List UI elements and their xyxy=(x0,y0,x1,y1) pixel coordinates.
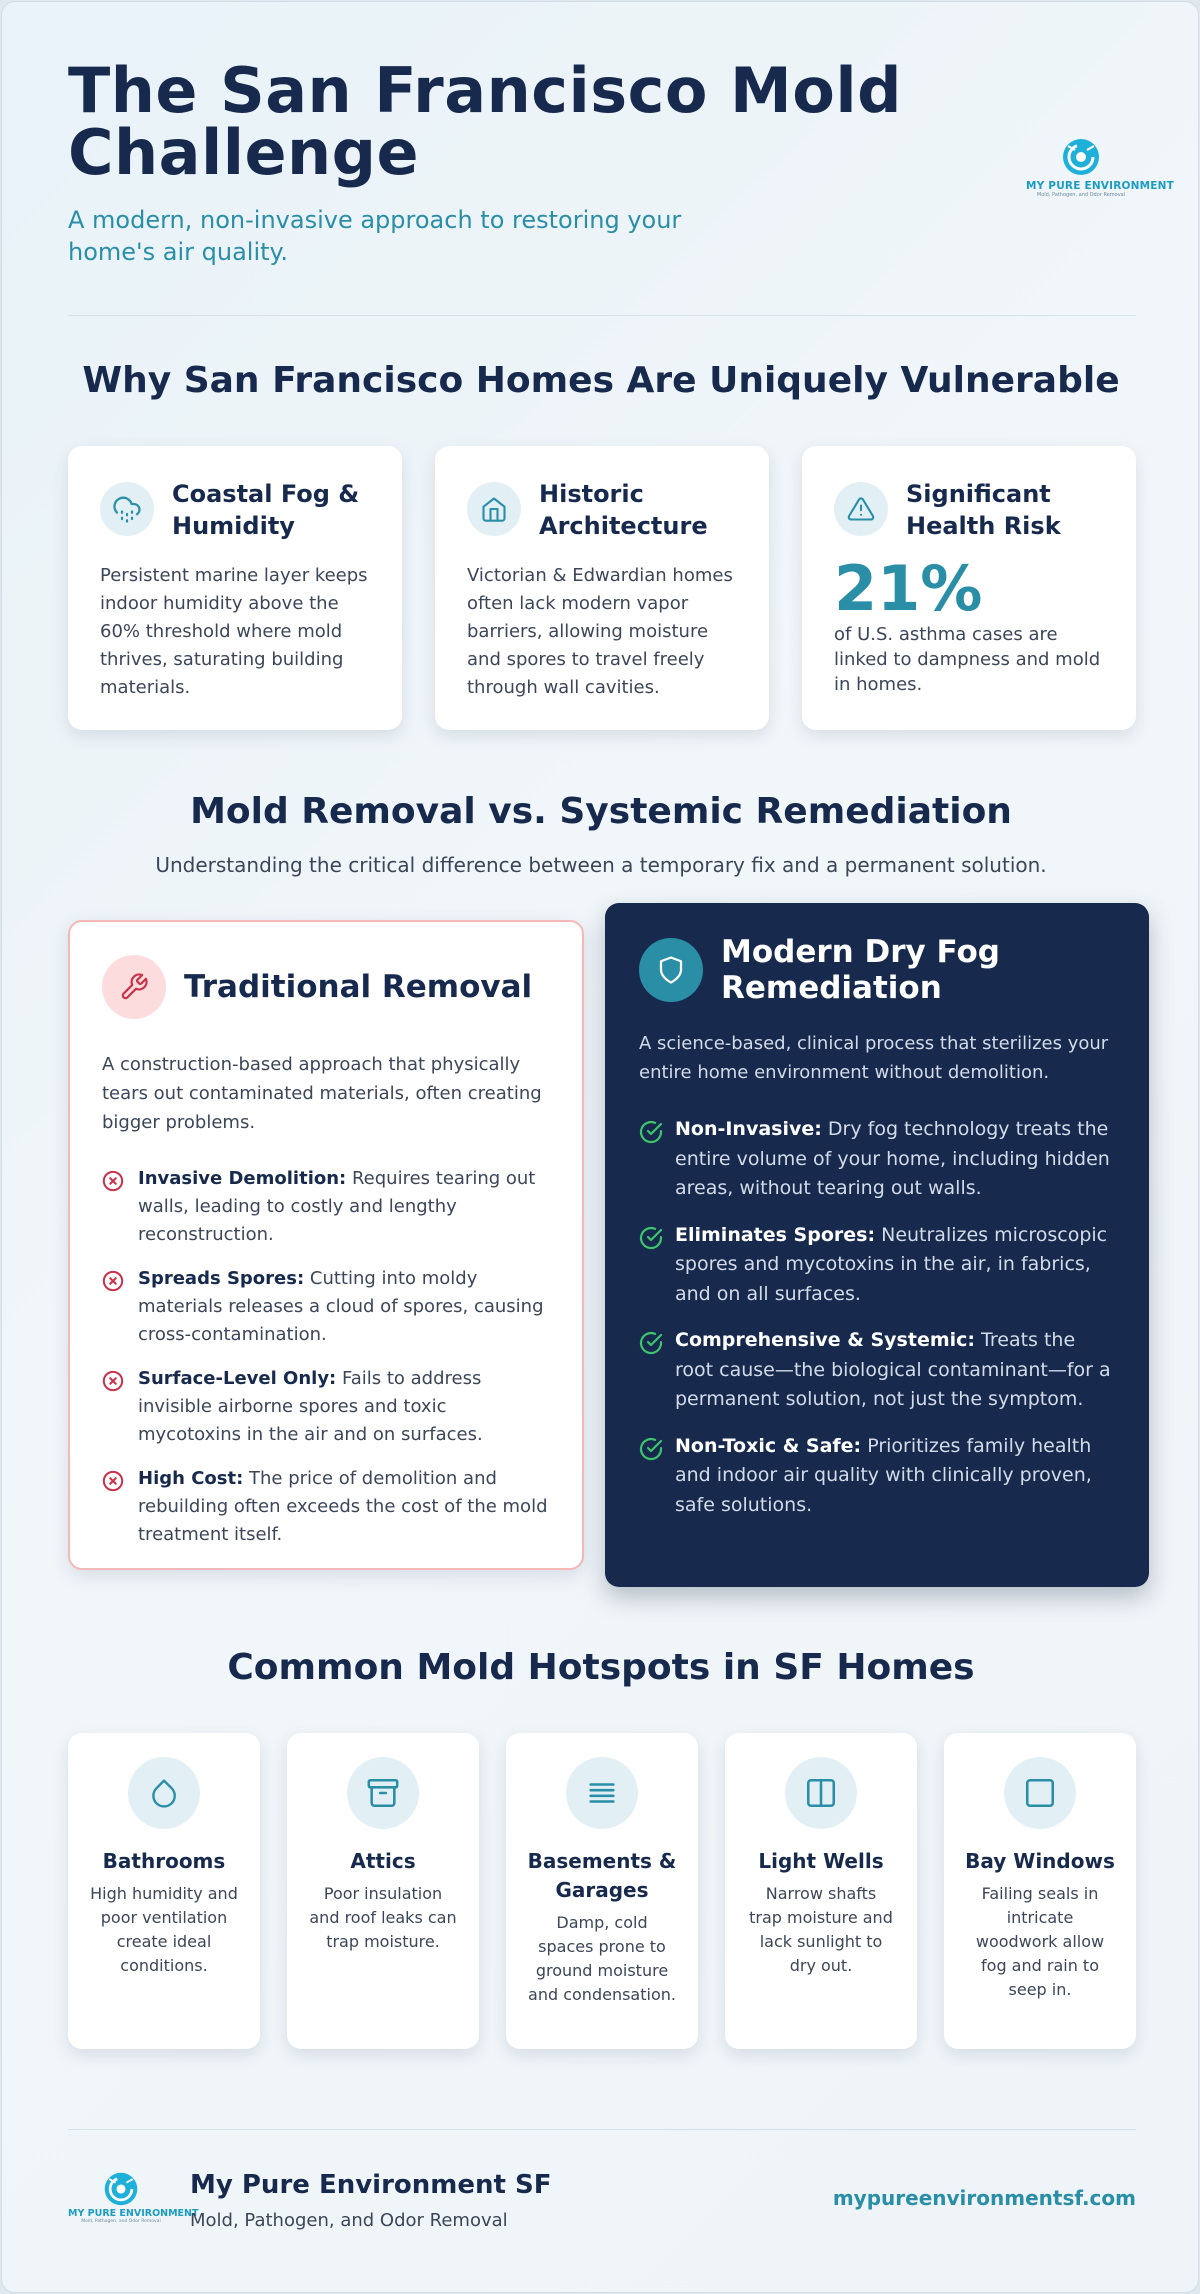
divider xyxy=(68,2129,1136,2130)
item-label: Surface-Level Only: xyxy=(138,1368,337,1389)
hotspot-title: Bay Windows xyxy=(965,1849,1115,1873)
item-label: Comprehensive & Systemic: xyxy=(675,1329,976,1351)
card-title: Historic Architecture xyxy=(539,480,708,540)
hotspot-text: Failing seals in intricate woodwork allow fog and rain to seep in. xyxy=(975,1884,1105,1999)
check-circle-icon xyxy=(639,1115,675,1204)
hotspot-title: Light Wells xyxy=(758,1849,884,1873)
page-title: The San Francisco Mold Challenge xyxy=(68,54,902,189)
x-circle-icon xyxy=(102,1165,138,1249)
hotspot-title: Basements & Garages xyxy=(527,1849,677,1902)
item-text: Requires tearing out walls, leading to costly and lengthy reconstruction. xyxy=(138,1168,536,1245)
item-text: Dry fog technology treats the entire volume of your home, including hidden areas, without tearing out walls. xyxy=(675,1118,1110,1199)
list-item xyxy=(102,1365,550,1449)
asthma-stat: 21% xyxy=(834,552,983,625)
vulnerable-card-architecture xyxy=(435,446,769,730)
card-text: Victorian & Edwardian homes often lack modern vapor barriers, allowing moisture and spores to travel freely through wall cavities. xyxy=(467,565,733,698)
item-label: Invasive Demolition: xyxy=(138,1168,347,1189)
x-circle-icon xyxy=(102,1365,138,1449)
logo-mark-icon xyxy=(102,2170,140,2208)
footer xyxy=(68,2170,1136,2240)
droplet-icon xyxy=(128,1757,200,1829)
header xyxy=(68,54,1175,280)
card-title: Modern Dry Fog Remediation xyxy=(721,934,1000,1006)
item-label: Non-Invasive: xyxy=(675,1118,822,1140)
card-title: Traditional Removal xyxy=(184,969,533,1005)
vulnerable-card-health xyxy=(802,446,1136,730)
hotspot-text: Damp, cold spaces prone to ground moisture and condensation. xyxy=(528,1913,676,2004)
card-title: Coastal Fog & Humidity xyxy=(172,480,360,540)
hotspot-card-basements xyxy=(506,1733,698,2049)
warning-triangle-icon xyxy=(834,482,888,536)
lines-icon xyxy=(566,1757,638,1829)
item-label: High Cost: xyxy=(138,1468,244,1489)
card-text: Persistent marine layer keeps indoor humidity above the 60% threshold where mold thrives, saturating building materials. xyxy=(100,565,368,698)
list-item xyxy=(639,1115,1115,1204)
drawback-list xyxy=(102,1165,550,1549)
list-item xyxy=(639,1432,1115,1521)
item-text: The price of demolition and rebuilding often exceeds the cost of the mold treatment itself. xyxy=(138,1468,548,1545)
card-description: A science-based, clinical process that sterilizes your entire home environment without demolition. xyxy=(639,1033,1109,1083)
card-text: of U.S. asthma cases are linked to dampness and mold in homes. xyxy=(834,624,1101,695)
cloud-drizzle-icon xyxy=(100,482,154,536)
item-text: Cutting into moldy materials releases a cloud of spores, causing cross-contamination. xyxy=(138,1268,544,1345)
list-item xyxy=(102,1265,550,1349)
vulnerable-card-fog xyxy=(68,446,402,730)
shield-icon xyxy=(639,938,703,1002)
benefit-list xyxy=(639,1115,1115,1520)
home-icon xyxy=(467,482,521,536)
infographic-page xyxy=(1,1,1199,2293)
hotspot-card-bathrooms xyxy=(68,1733,260,2049)
company-name: My Pure Environment SF xyxy=(190,2170,552,2200)
x-circle-icon xyxy=(102,1465,138,1549)
footer-logo xyxy=(68,2170,199,2224)
card-header xyxy=(639,934,1115,1006)
list-item xyxy=(102,1165,550,1249)
item-text: Fails to address invisible airborne spores and toxic mycotoxins in the air and on surfaces. xyxy=(138,1368,483,1445)
x-circle-icon xyxy=(102,1265,138,1349)
vulnerable-heading: Why San Francisco Homes Are Uniquely Vulnerable xyxy=(82,360,1120,401)
item-text: Neutralizes microscopic spores and mycotoxins in the air, in fabrics, and on all surfaces. xyxy=(675,1223,1108,1305)
card-description: A construction-based approach that physically tears out contaminated materials, often creating bigger problems. xyxy=(102,1054,542,1133)
hotspot-text: Poor insulation and roof leaks can trap moisture. xyxy=(309,1884,457,1951)
item-label: Spreads Spores: xyxy=(138,1268,305,1289)
hotspot-card-attics xyxy=(287,1733,479,2049)
hotspot-card-bay-windows xyxy=(944,1733,1136,2049)
item-label: Non-Toxic & Safe: xyxy=(675,1434,862,1457)
hotspot-text: Narrow shafts trap moisture and lack sunlight to dry out. xyxy=(749,1884,893,1975)
hotspots-heading: Common Mold Hotspots in SF Homes xyxy=(227,1647,975,1688)
check-circle-icon xyxy=(639,1326,675,1415)
card-header xyxy=(102,954,550,1020)
brand-logo xyxy=(1026,136,1175,198)
archive-box-icon xyxy=(347,1757,419,1829)
item-text: Prioritizes family health and indoor air quality with clinically proven, safe solutions. xyxy=(675,1434,1092,1516)
modern-remediation-card xyxy=(605,903,1149,1587)
logo-tagline: Mold, Pathogen, and Odor Removal xyxy=(1036,192,1126,198)
wrench-icon xyxy=(102,955,166,1019)
columns-icon xyxy=(785,1757,857,1829)
logo-tagline: Mold, Pathogen, and Odor Removal xyxy=(81,2219,161,2224)
list-item xyxy=(102,1465,550,1549)
comparison-heading: Mold Removal vs. Systemic Remediation xyxy=(190,791,1012,832)
check-circle-icon xyxy=(639,1221,675,1310)
logo-brand: MY PURE ENVIRONMENT xyxy=(68,2208,199,2219)
item-text: Treats the root cause—the biological contaminant—for a permanent solution, not just the symptom. xyxy=(675,1329,1111,1410)
hotspot-title: Attics xyxy=(350,1849,416,1873)
hotspot-title: Bathrooms xyxy=(102,1849,226,1873)
divider xyxy=(68,315,1136,316)
list-item xyxy=(639,1326,1115,1415)
check-circle-icon xyxy=(639,1432,675,1521)
list-item xyxy=(639,1221,1115,1310)
hotspot-text: High humidity and poor ventilation create ideal conditions. xyxy=(90,1884,238,1975)
page-subtitle: A modern, non-invasive approach to restoring your home's air quality. xyxy=(68,206,682,266)
item-label: Eliminates Spores: xyxy=(675,1223,876,1246)
traditional-removal-card xyxy=(68,920,584,1570)
company-tagline: Mold, Pathogen, and Odor Removal xyxy=(190,2210,508,2231)
square-icon xyxy=(1004,1757,1076,1829)
hotspot-card-light-wells xyxy=(725,1733,917,2049)
logo-mark-icon xyxy=(1060,136,1102,178)
website-link[interactable]: mypureenvironmentsf.com xyxy=(832,2186,1136,2210)
comparison-lead: Understanding the critical difference between a temporary fix and a permanent solution. xyxy=(155,853,1047,877)
card-title: Significant Health Risk xyxy=(906,480,1061,540)
logo-brand: MY PURE ENVIRONMENT xyxy=(1026,180,1175,192)
